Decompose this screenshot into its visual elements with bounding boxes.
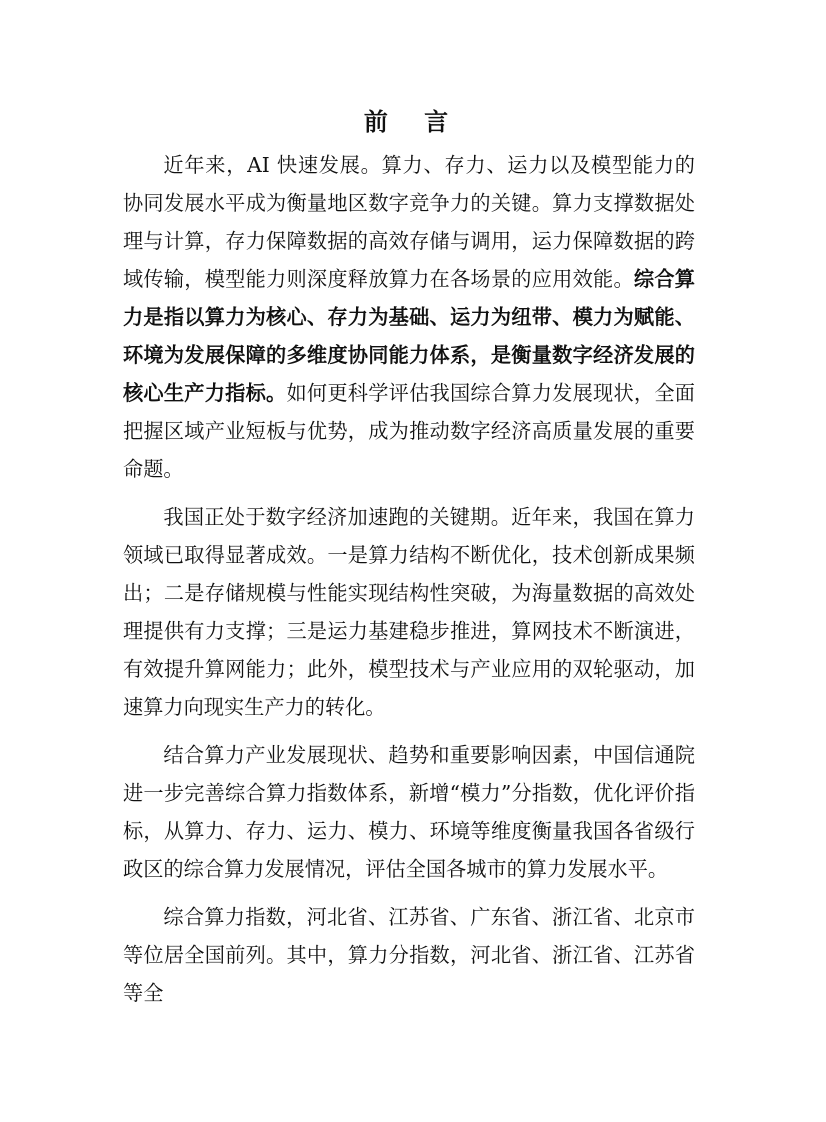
paragraph-index-system	[123, 736, 695, 888]
page-title: 前 言	[363, 108, 463, 136]
text-segment: 我国正处于数字经济加速跑的关键期。近年来，我国在算力领域已取得显著成效。一是算力结构不断优化，技术创新成果频出；二是存储规模与性能实现结构性突破，为海量数据的高效处理提供有力支撑；三是运力基建稳步推进，算网技术不断演进，有效提升算网能力；此外，模型技术与产业应用的双轮驱动，加速算力向现实生产力的转化。	[123, 505, 695, 719]
text-segment: 综合算力指数，河北省、江苏省、广东省、浙江省、北京市等位居全国前列。其中，算力分指数，河北省、浙江省、江苏省等全	[123, 905, 695, 1005]
document-body	[123, 146, 695, 1012]
text-segment: 近年来，AI 快速发展。算力、存力、运力以及模型能力的协同发展水平成为衡量地区数字竞争力的关键。算力支撑数据处理与计算，存力保障数据的高效存储与调用，运力保障数据的跨域传输，模型能力则深度释放算力在各场景的应用效能。	[123, 153, 695, 291]
paragraph-progress	[123, 498, 695, 726]
text-segment: 如何更科学评估我国综合算力发展现状，全面把握区域产业短板与优势，成为推动数字经济高质量发展的重要命题。	[123, 381, 695, 481]
paragraph-intro	[123, 146, 695, 488]
text-segment: 结合算力产业发展现状、趋势和重要影响因素，中国信通院进一步完善综合算力指数体系，新增“模力”分指数，优化评价指标，从算力、存力、运力、模力、环境等维度衡量我国各省级行政区的综合算力发展情况，评估全国各城市的算力发展水平。	[123, 743, 695, 881]
bold-definition: 综合算力是指以算力为核心、存力为基础、运力为纽带、模力为赋能、环境为发展保障的多维度协同能力体系，是衡量数字经济发展的核心生产力指标。	[123, 267, 695, 405]
paragraph-ranking	[123, 898, 695, 1012]
